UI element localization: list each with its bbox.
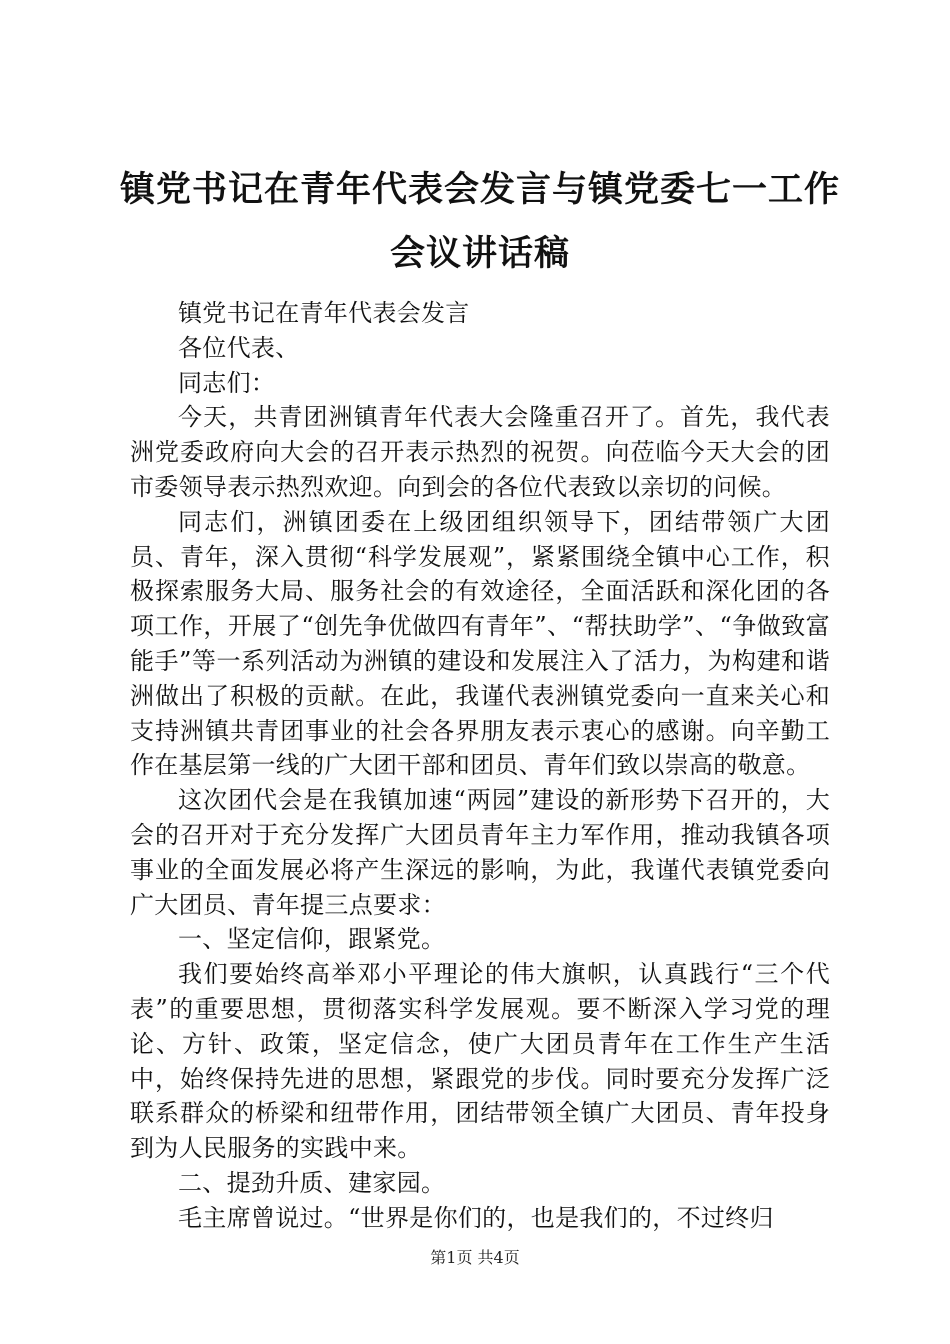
body-paragraph: 我们要始终高举邓小平理论的伟大旗帜，认真践行“三个代表”的重要思想，贯彻落实科学发展观。要不断深入学习党的理论、方针、政策，坚定信念，使广大团员青年在工作生产生活中，始终保持先进的思想，紧跟党的步伐。同时要充分发挥广泛联系群众的桥梁和纽带作用，团结带领全镇广大团员、青年投身到为人民服务的实践中来。	[130, 960, 830, 1163]
salutation-paragraph: 各位代表、	[178, 333, 300, 362]
title-line-1: 镇党书记在青年代表会发言与镇党委七一工作	[119, 169, 840, 210]
body-paragraph: 同志们，洲镇团委在上级团组织领导下，团结带领广大团员、青年，深入贯彻“科学发展观”，紧紧围绕全镇中心工作，积极探索服务大局、服务社会的有效途径，全面活跃和深化团的各项工作，开展了“创先争优做四有青年”、“帮扶助学”、“争做致富能手”等一系列活动为洲镇的建设和发展注入了活力，为构建和谐洲做出了积极的贡献。在此，我谨代表洲镇党委向一直来关心和支持洲镇共青团事业的社会各界朋友表示衷心的感谢。向辛勤工作在基层第一线的广大团干部和团员、青年们致以崇高的敬意。	[130, 507, 830, 780]
title-line-2: 会议讲话稿	[389, 233, 570, 274]
document-body	[130, 296, 830, 1236]
body-paragraph: 这次团代会是在我镇加速“两园”建设的新形势下召开的，大会的召开对于充分发挥广大团员青年主力军作用，推动我镇各项事业的全面发展必将产生深远的影响，为此，我谨代表镇党委向广大团员、青年提三点要求：	[130, 786, 830, 919]
section-heading: 二、提劲升质、建家园。	[178, 1168, 446, 1197]
body-paragraph: 今天，共青团洲镇青年代表大会隆重召开了。首先，我代表洲党委政府向大会的召开表示热烈的祝贺。向莅临今天大会的团市委领导表示热烈欢迎。向到会的各位代表致以亲切的问候。	[130, 403, 830, 501]
document-title	[110, 158, 850, 286]
body-paragraph: 毛主席曾说过。“世界是你们的，也是我们的，不过终归	[178, 1203, 774, 1232]
salutation-paragraph: 同志们：	[178, 368, 276, 397]
section-heading: 一、坚定信仰，跟紧党。	[178, 925, 446, 954]
subtitle-paragraph: 镇党书记在青年代表会发言	[178, 299, 470, 327]
page-number-footer: 第1页 共4页	[430, 1248, 520, 1267]
